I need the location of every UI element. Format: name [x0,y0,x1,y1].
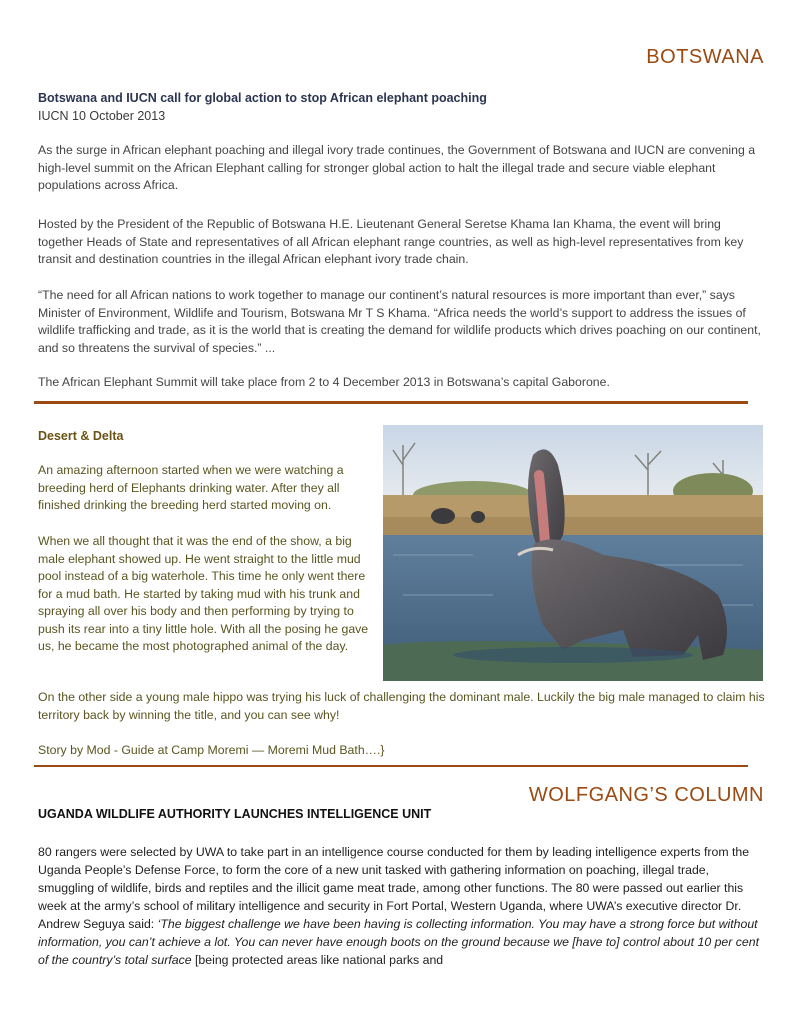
article-paragraph: The African Elephant Summit will take place from 2 to 4 December 2013 in Botswana’s capital Gaborone. [38,375,610,389]
article-source-date: IUCN 10 October 2013 [38,109,166,123]
column-quote: ‘The biggest challenge we have been having is collecting information. You may have a strong force but without information, you can’t achieve a lot. You can never have enough boots on the ground because we [have to] control about 10 per cent of the country’s total surface [38,917,760,967]
article-paragraph: “The need for all African nations to work together to manage our continent’s natural resources is more important than ever,” says Minister of Environment, Wildlife and Tourism, Botswana Mr T S Khama. “Africa needs the world’s support to address the issues of wildlife trafficking and trade, as it is the world that is creating the demand for wildlife products which drives poaching on our continent, and so threatens the survival of species.” ... [38,288,761,355]
column-text: 80 rangers were selected by UWA to take part in an intelligence course conducted for them by leading intelligence experts from the Uganda People’s Defense Force, to form the core of a new unit tasked with gathering information on poaching, illegal trade, smuggling of wildlife, birds and reptiles and the illicit game meat trade, among other functions. The 80 were passed out earlier this week at the army’s school of military intelligence and security in Fort Portal, Western Uganda, where UWA’s executive director Dr. Andrew Seguya said: [38,845,750,931]
section-title-botswana: BOTSWANA [646,46,764,68]
column-text-tail: [being protected areas like national parks and [191,953,444,967]
section-divider [34,401,748,404]
story-heading: Desert & Delta [38,429,124,443]
story-paragraph: When we all thought that it was the end of the show, a big male elephant showed up. He went straight to the little mud pool instead of a big waterhole. This time he only went there for a mud bath. He started by taking mud with his trunk and spraying all over his body and then performing by trying to push its rear into a tiny little hole. With all the posing he gave us, he became the most photographed animal of the day. [38,534,369,653]
article-paragraph: As the surge in African elephant poaching and illegal ivory trade continues, the Government of Botswana and IUCN are convening a high-level summit on the African Elephant calling for stronger global action to halt the illegal trade and secure viable elephant populations across Africa. [38,143,756,192]
article-title: Botswana and IUCN call for global action to stop African elephant poaching [38,91,487,105]
column-paragraph [38,843,766,969]
hippo-photo [383,425,763,681]
article-paragraph: Hosted by the President of the Republic of Botswana H.E. Lieutenant General Seretse Khama Ian Khama, the event will bring together Heads of State and representatives of all African elephant range countries, as well as high-level representatives from key transit and destination countries in the illegal African elephant ivory trade chain. [38,217,744,266]
section-divider [34,765,748,767]
story-paragraph: An amazing afternoon started when we were watching a breeding herd of Elephants drinking water. After they all finished drinking the breeding herd started moving on. [38,463,344,512]
column-subheading: UGANDA WILDLIFE AUTHORITY LAUNCHES INTELLIGENCE UNIT [38,807,432,821]
section-title-column: WOLFGANG’S COLUMN [528,784,764,806]
story-credit: Story by Mod - Guide at Camp Moremi — Moremi Mud Bath….} [38,743,385,757]
story-paragraph-full: On the other side a young male hippo was trying his luck of challenging the dominant male. Luckily the big male managed to claim his territory back by winning the title, and you can see why! [38,690,765,722]
